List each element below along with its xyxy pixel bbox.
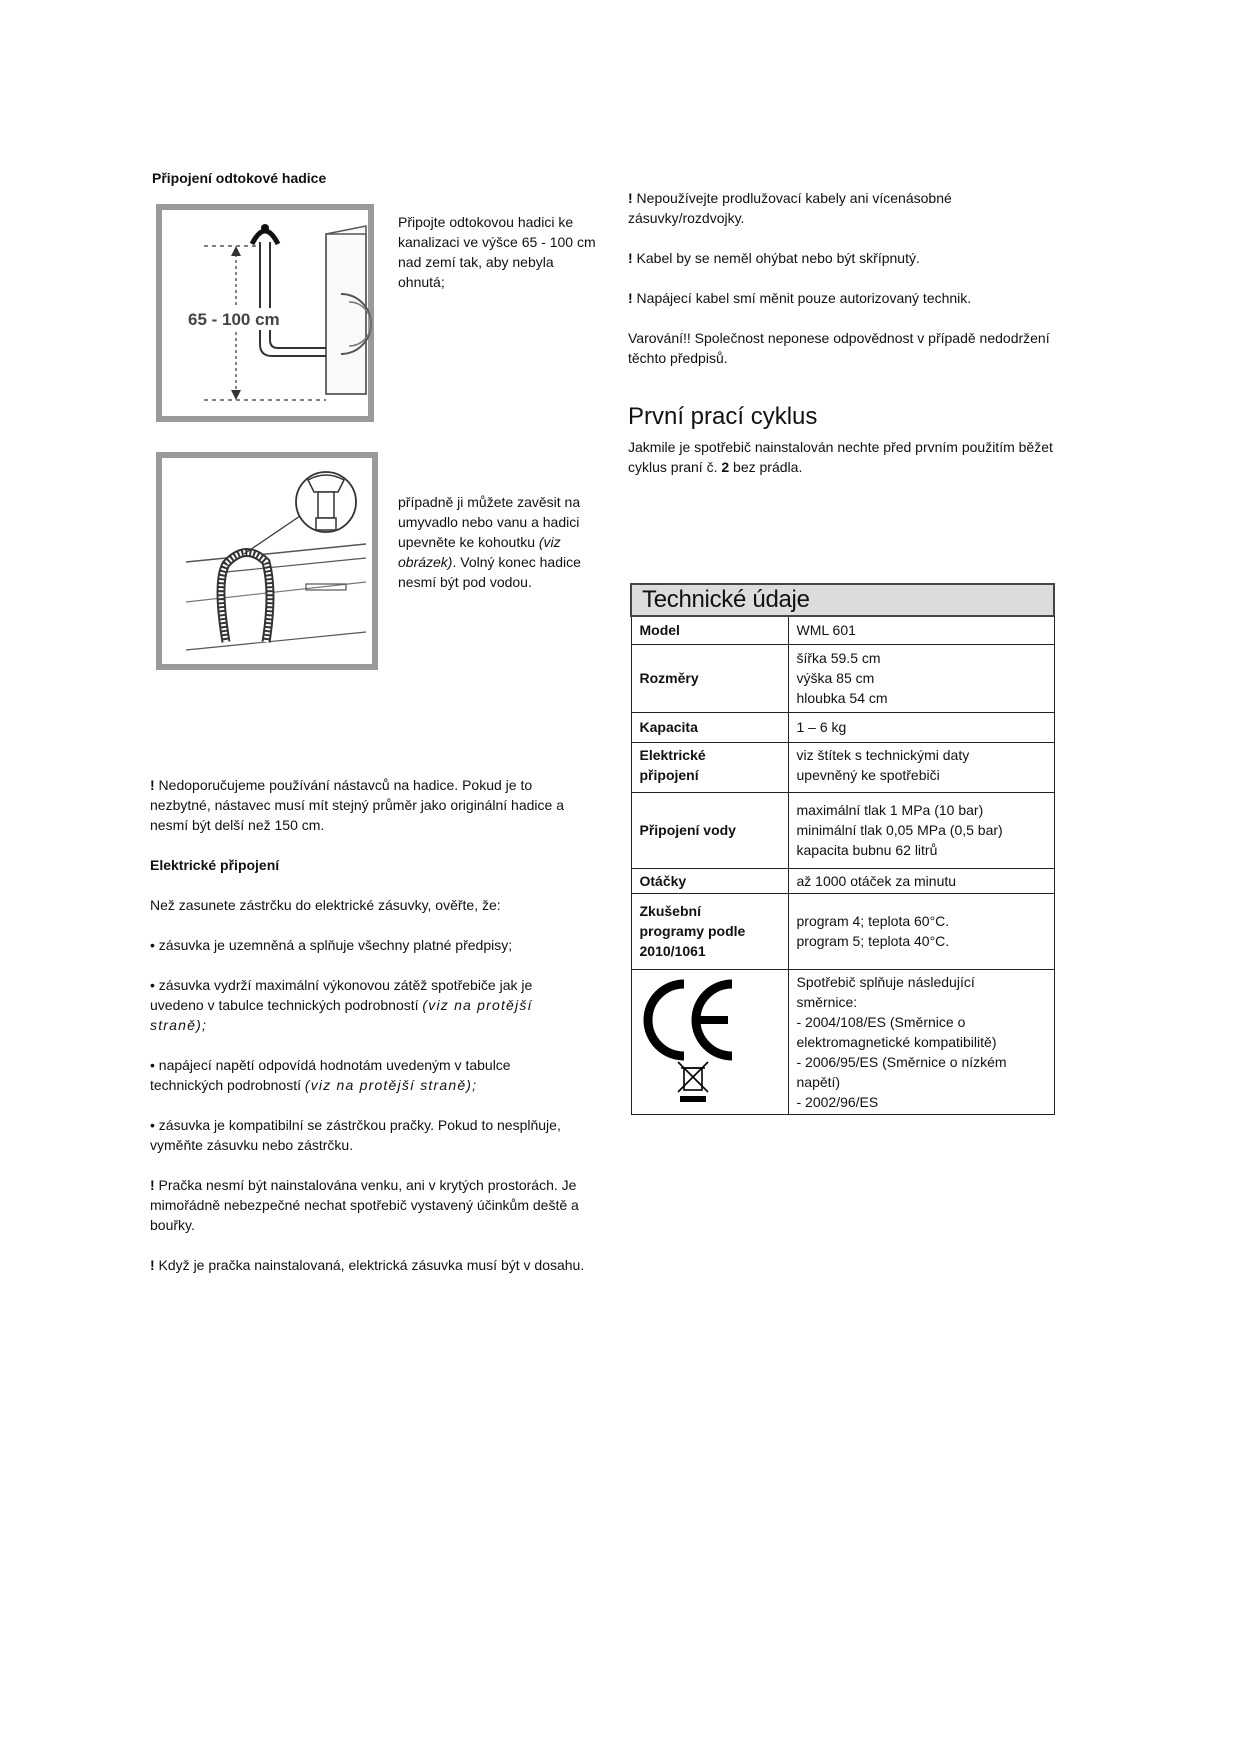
table-row: Připojení vody maximální tlak 1 MPa (10 bar) minimální tlak 0,05 MPa (0,5 bar) kapacita bubnu 62 litrů <box>631 792 1054 868</box>
sink-hose-figure <box>156 452 378 670</box>
bullet-voltage: • napájecí napětí odpovídá hodnotám uvedeným v tabulce technických podrobností (viz na protější straně); <box>150 1057 511 1093</box>
electric-heading: Elektrické připojení <box>150 857 280 873</box>
first-cycle-heading: První prací cyklus <box>628 403 818 430</box>
table-row: Zkušební programy podle 2010/1061 program 4; teplota 60°C. program 5; teplota 40°C. <box>631 893 1054 969</box>
electric-intro: Než zasunete zástrčku do elektrické zásuvky, ověřte, že: <box>150 897 501 913</box>
reach-warning: ! Když je pračka nainstalovaná, elektrická zásuvka musí být v dosahu. <box>150 1257 585 1273</box>
table-row: Model WML 601 <box>631 616 1054 644</box>
drain-height-figure <box>156 204 374 422</box>
first-cycle-text: Jakmile je spotřebič nainstalován nechte před prvním použitím běžet cyklus praní č. 2 bez prádla. <box>628 439 1053 475</box>
table-row: Otáčky až 1000 otáček za minutu <box>631 868 1054 893</box>
drain-heading: Připojení odtokové hadice <box>152 170 327 186</box>
table-row: Spotřebič splňuje následující směrnice: - 2004/108/ES (Směrnice o elektromagnetické kompatibilitě) - 2006/95/ES (Směrnice o nízkém napětí) - 2002/96/ES <box>631 969 1054 1114</box>
drain-text-1: Připojte odtokovou hadici ke kanalizaci ve výšce 65 - 100 cm nad zemí tak, aby nebyla ohnutá; <box>398 214 596 290</box>
weee-bin-icon <box>678 1062 708 1102</box>
ce-weee-marks <box>640 974 740 1104</box>
table-row: Rozměry šířka 59.5 cm výška 85 cm hloubka 54 cm <box>631 644 1054 712</box>
drain-text-2: případně ji můžete zavěsit na umyvadlo nebo vanu a hadici upevněte ke kohoutku (viz obrázek). Volný konec hadice nesmí být pod vodou. <box>398 494 581 590</box>
tech-table <box>630 583 1055 1115</box>
table-row: Kapacita 1 – 6 kg <box>631 712 1054 742</box>
table-row: Elektrické připojení viz štítek s technickými daty upevněný ke spotřebiči <box>631 742 1054 792</box>
bullet-load: • zásuvka vydrží maximální výkonovou zátěž spotřebiče jak je uvedeno v tabulce technických podrobností (viz na protější straně); <box>150 977 533 1033</box>
height-label: 65 - 100 cm <box>188 310 280 329</box>
tech-heading: Technické údaje <box>631 584 1054 616</box>
bullet-grounded: • zásuvka je uzemněná a splňuje všechny platné předpisy; <box>150 937 513 953</box>
liability-warning: Varování!! Společnost neponese odpovědnost v případě nedodržení těchto předpisů. <box>628 330 1050 366</box>
cable-warning-1: ! Nepoužívejte prodlužovací kabely ani vícenásobné zásuvky/rozdvojky. <box>628 190 952 226</box>
outdoor-warning: ! Pračka nesmí být nainstalována venku, ani v krytých prostorách. Je mimořádně nebezpečné nechat spotřebič vystavený účinkům deště a bouřky. <box>150 1177 579 1233</box>
cable-warning-3: ! Napájecí kabel smí měnit pouze autorizovaný technik. <box>628 290 972 306</box>
bullet-plug: • zásuvka je kompatibilní se zástrčkou pračky. Pokud to nesplňuje, vyměňte zásuvku nebo zástrčku. <box>150 1117 561 1153</box>
extension-warning: ! Nedoporučujeme používání nástavců na hadice. Pokud je to nezbytné, nástavec musí mít stejný průměr jako originální hadice a nesmí být delší než 150 cm. <box>150 777 564 833</box>
cable-warning-2: ! Kabel by se neměl ohýbat nebo být skřípnutý. <box>628 250 920 266</box>
